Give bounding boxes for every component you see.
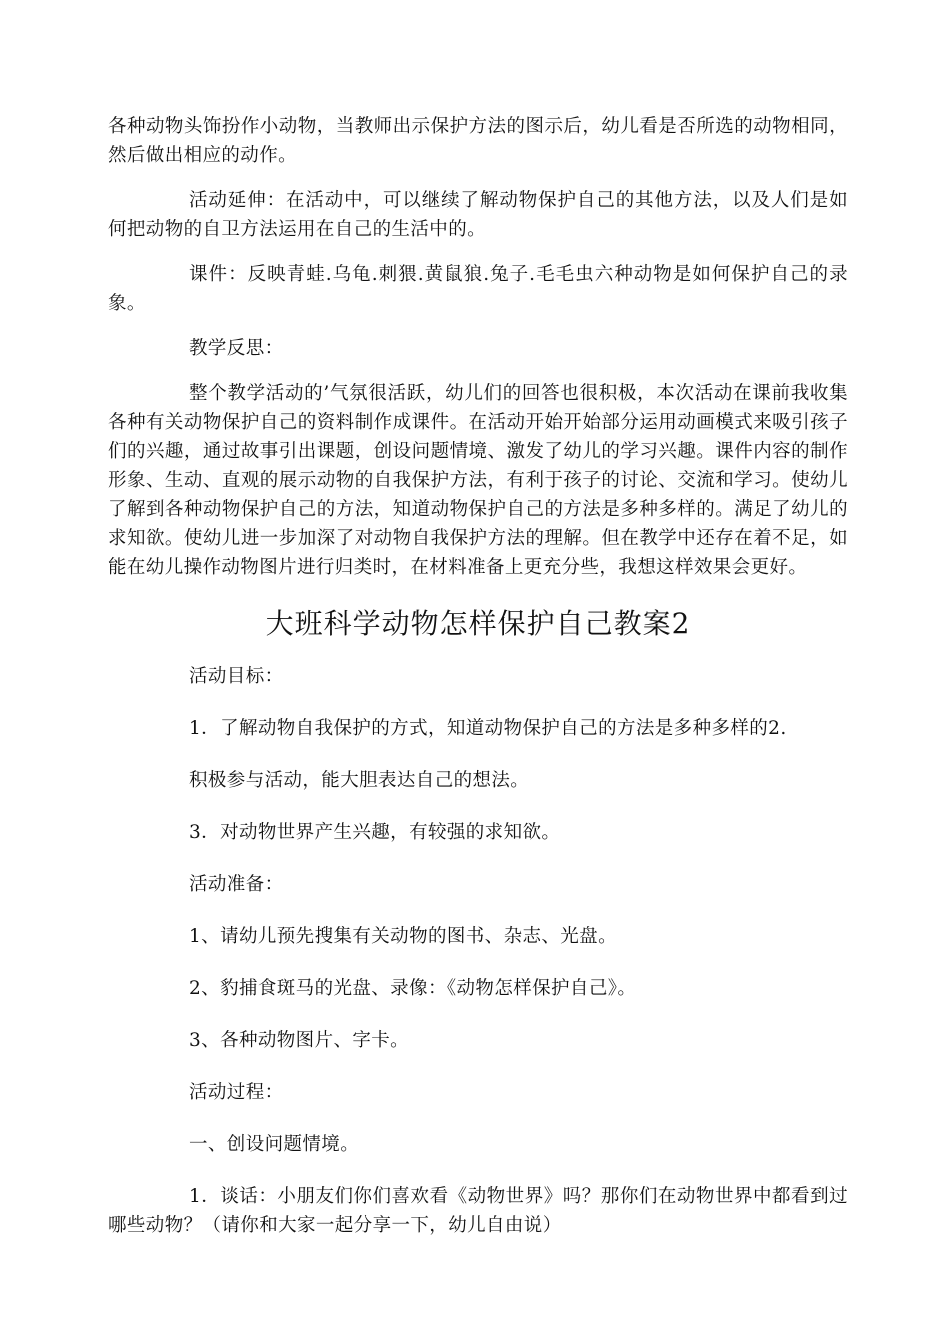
step-1-talk: 1．谈话：小朋友们你们喜欢看《动物世界》吗？那你们在动物世界中都看到过哪些动物？（请你和大家一起分享一下，幼儿自由说） <box>108 1186 848 1236</box>
lesson-plan-title: 大班科学动物怎样保护自己教案2 <box>265 607 691 640</box>
goal-item-3: 3．对动物世界产生兴趣，有较强的求知欲。 <box>189 822 561 843</box>
document-page <box>108 112 848 1240</box>
paragraph-costume-activity: 各种动物头饰扮作小动物，当教师出示保护方法的图示后，幼儿看是否所选的动物相同，然后做出相应的动作。 <box>108 116 848 166</box>
prep-item-1: 1、请幼儿预先搜集有关动物的图书、杂志、光盘。 <box>189 926 617 947</box>
step-1-title: 一、创设问题情境。 <box>189 1134 360 1155</box>
paragraph-courseware: 课件：反映青蛙.乌龟.刺猥.黄鼠狼.兔子.毛毛虫六种动物是如何保护自己的录象。 <box>108 264 848 314</box>
paragraph-activity-extension: 活动延伸：在活动中，可以继续了解动物保护自己的其他方法，以及人们是如何把动物的自卫方法运用在自己的生活中的。 <box>108 190 848 240</box>
process-title: 活动过程： <box>189 1082 284 1103</box>
paragraph-reflection-title: 教学反思： <box>189 338 284 359</box>
goal-title: 活动目标： <box>189 666 284 687</box>
goal-item-1: 1．了解动物自我保护的方式，知道动物保护自己的方法是多种多样的2. <box>189 718 787 739</box>
goal-item-2: 积极参与活动，能大胆表达自己的想法。 <box>189 770 530 791</box>
prep-item-2: 2、豹捕食斑马的光盘、录像：《动物怎样保护自己》。 <box>189 978 637 999</box>
prep-item-3: 3、各种动物图片、字卡。 <box>189 1030 410 1051</box>
prep-title: 活动准备： <box>189 874 284 895</box>
paragraph-reflection-body: 整个教学活动的’气氛很活跃，幼儿们的回答也很积极，本次活动在课前我收集各种有关动物保护自己的资料制作成课件。在活动开始开始部分运用动画模式来吸引孩子们的兴趣，通过故事引出课题，创设问题情境、激发了幼儿的学习兴趣。课件内容的制作形象、生动、直观的展示动物的自我保护方法，有利于孩子的讨论、交流和学习。使幼儿了解到各种动物保护自己的方法，知道动物保护自己的方法是多种多样的。满足了幼儿的求知欲。使幼儿进一步加深了对动物自我保护方法的理解。但在教学中还存在着不足，如能在幼儿操作动物图片进行归类时，在材料准备上更充分些，我想这样效果会更好。 <box>108 383 848 578</box>
